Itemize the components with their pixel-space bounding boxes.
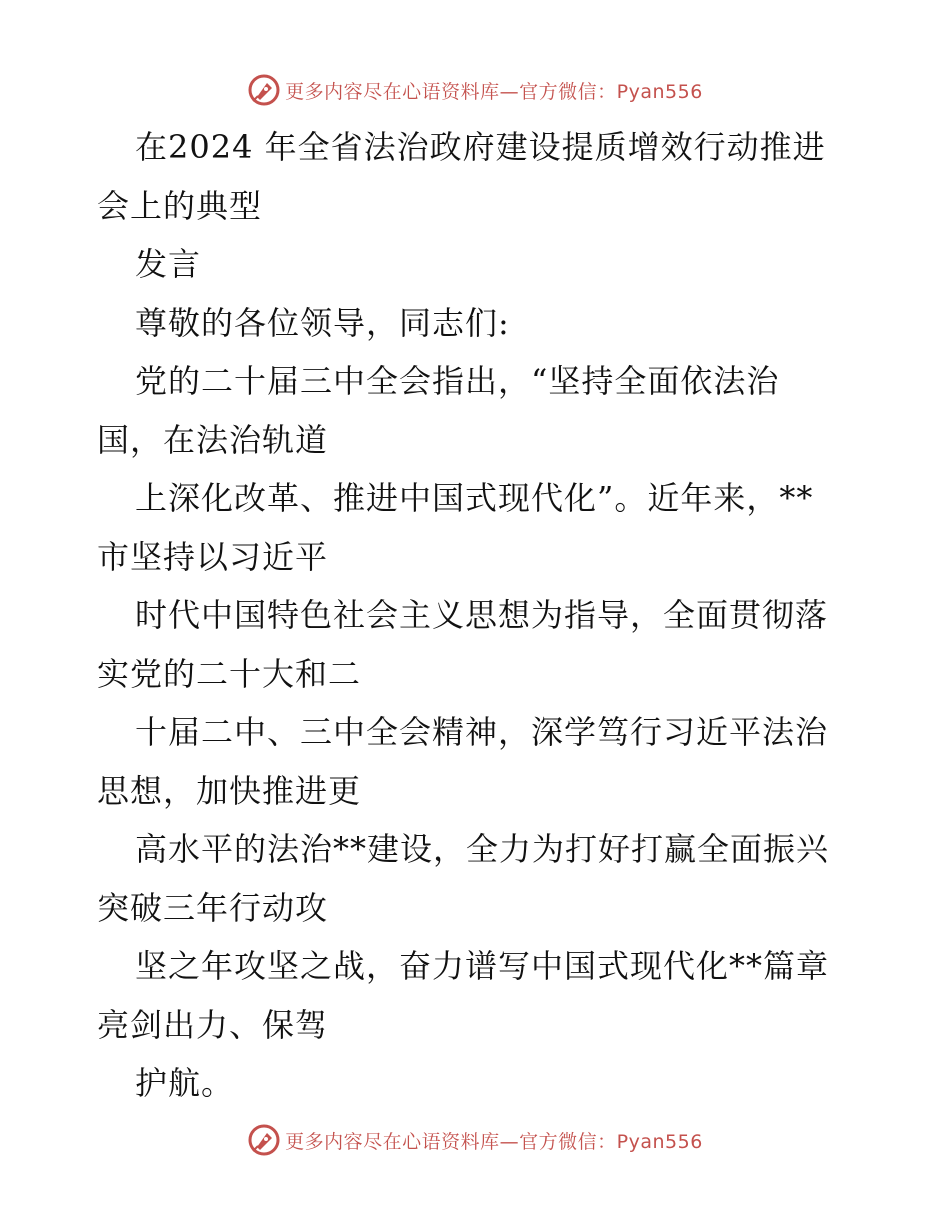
body-line: 亮剑出力、保驾 [97, 1005, 329, 1044]
pen-nib-logo-icon [247, 1123, 281, 1157]
body-line: 发言 [135, 245, 202, 283]
header-watermark-text: 更多内容尽在心语资料库—官方微信：Pyan556 [285, 80, 703, 103]
body-line: 时代中国特色社会主义思想为指导，全面贯彻落 [135, 596, 829, 634]
body-line: 上深化改革、推进中国式现代化”。近年来，** [135, 479, 814, 517]
body-line: 在2024 年全省法治政府建设提质增效行动推进 [135, 128, 826, 166]
footer-watermark-text: 更多内容尽在心语资料库—官方微信：Pyan556 [285, 1130, 703, 1153]
body-line: 护航。 [135, 1064, 235, 1102]
footer-watermark [0, 1120, 950, 1160]
body-line: 尊敬的各位领导，同志们: [135, 303, 510, 342]
body-line: 会上的典型 [97, 186, 263, 225]
pen-nib-logo-icon [247, 73, 281, 107]
body-line: 突破三年行动攻 [97, 888, 329, 927]
body-line: 坚之年攻坚之战，奋力谱写中国式现代化**篇章 [135, 947, 830, 985]
document-body [97, 118, 857, 1113]
body-line: 实党的二十大和二 [97, 654, 362, 693]
body-line: 高水平的法治**建设，全力为打好打赢全面振兴 [135, 830, 830, 868]
body-line: 国，在法治轨道 [97, 420, 329, 459]
body-line: 党的二十届三中全会指出，“坚持全面依法治 [135, 362, 780, 400]
body-line: 思想，加快推进更 [97, 771, 362, 810]
body-line: 市坚持以习近平 [97, 537, 329, 576]
header-watermark [0, 70, 950, 110]
body-line: 十届二中、三中全会精神，深学笃行习近平法治 [135, 713, 829, 751]
